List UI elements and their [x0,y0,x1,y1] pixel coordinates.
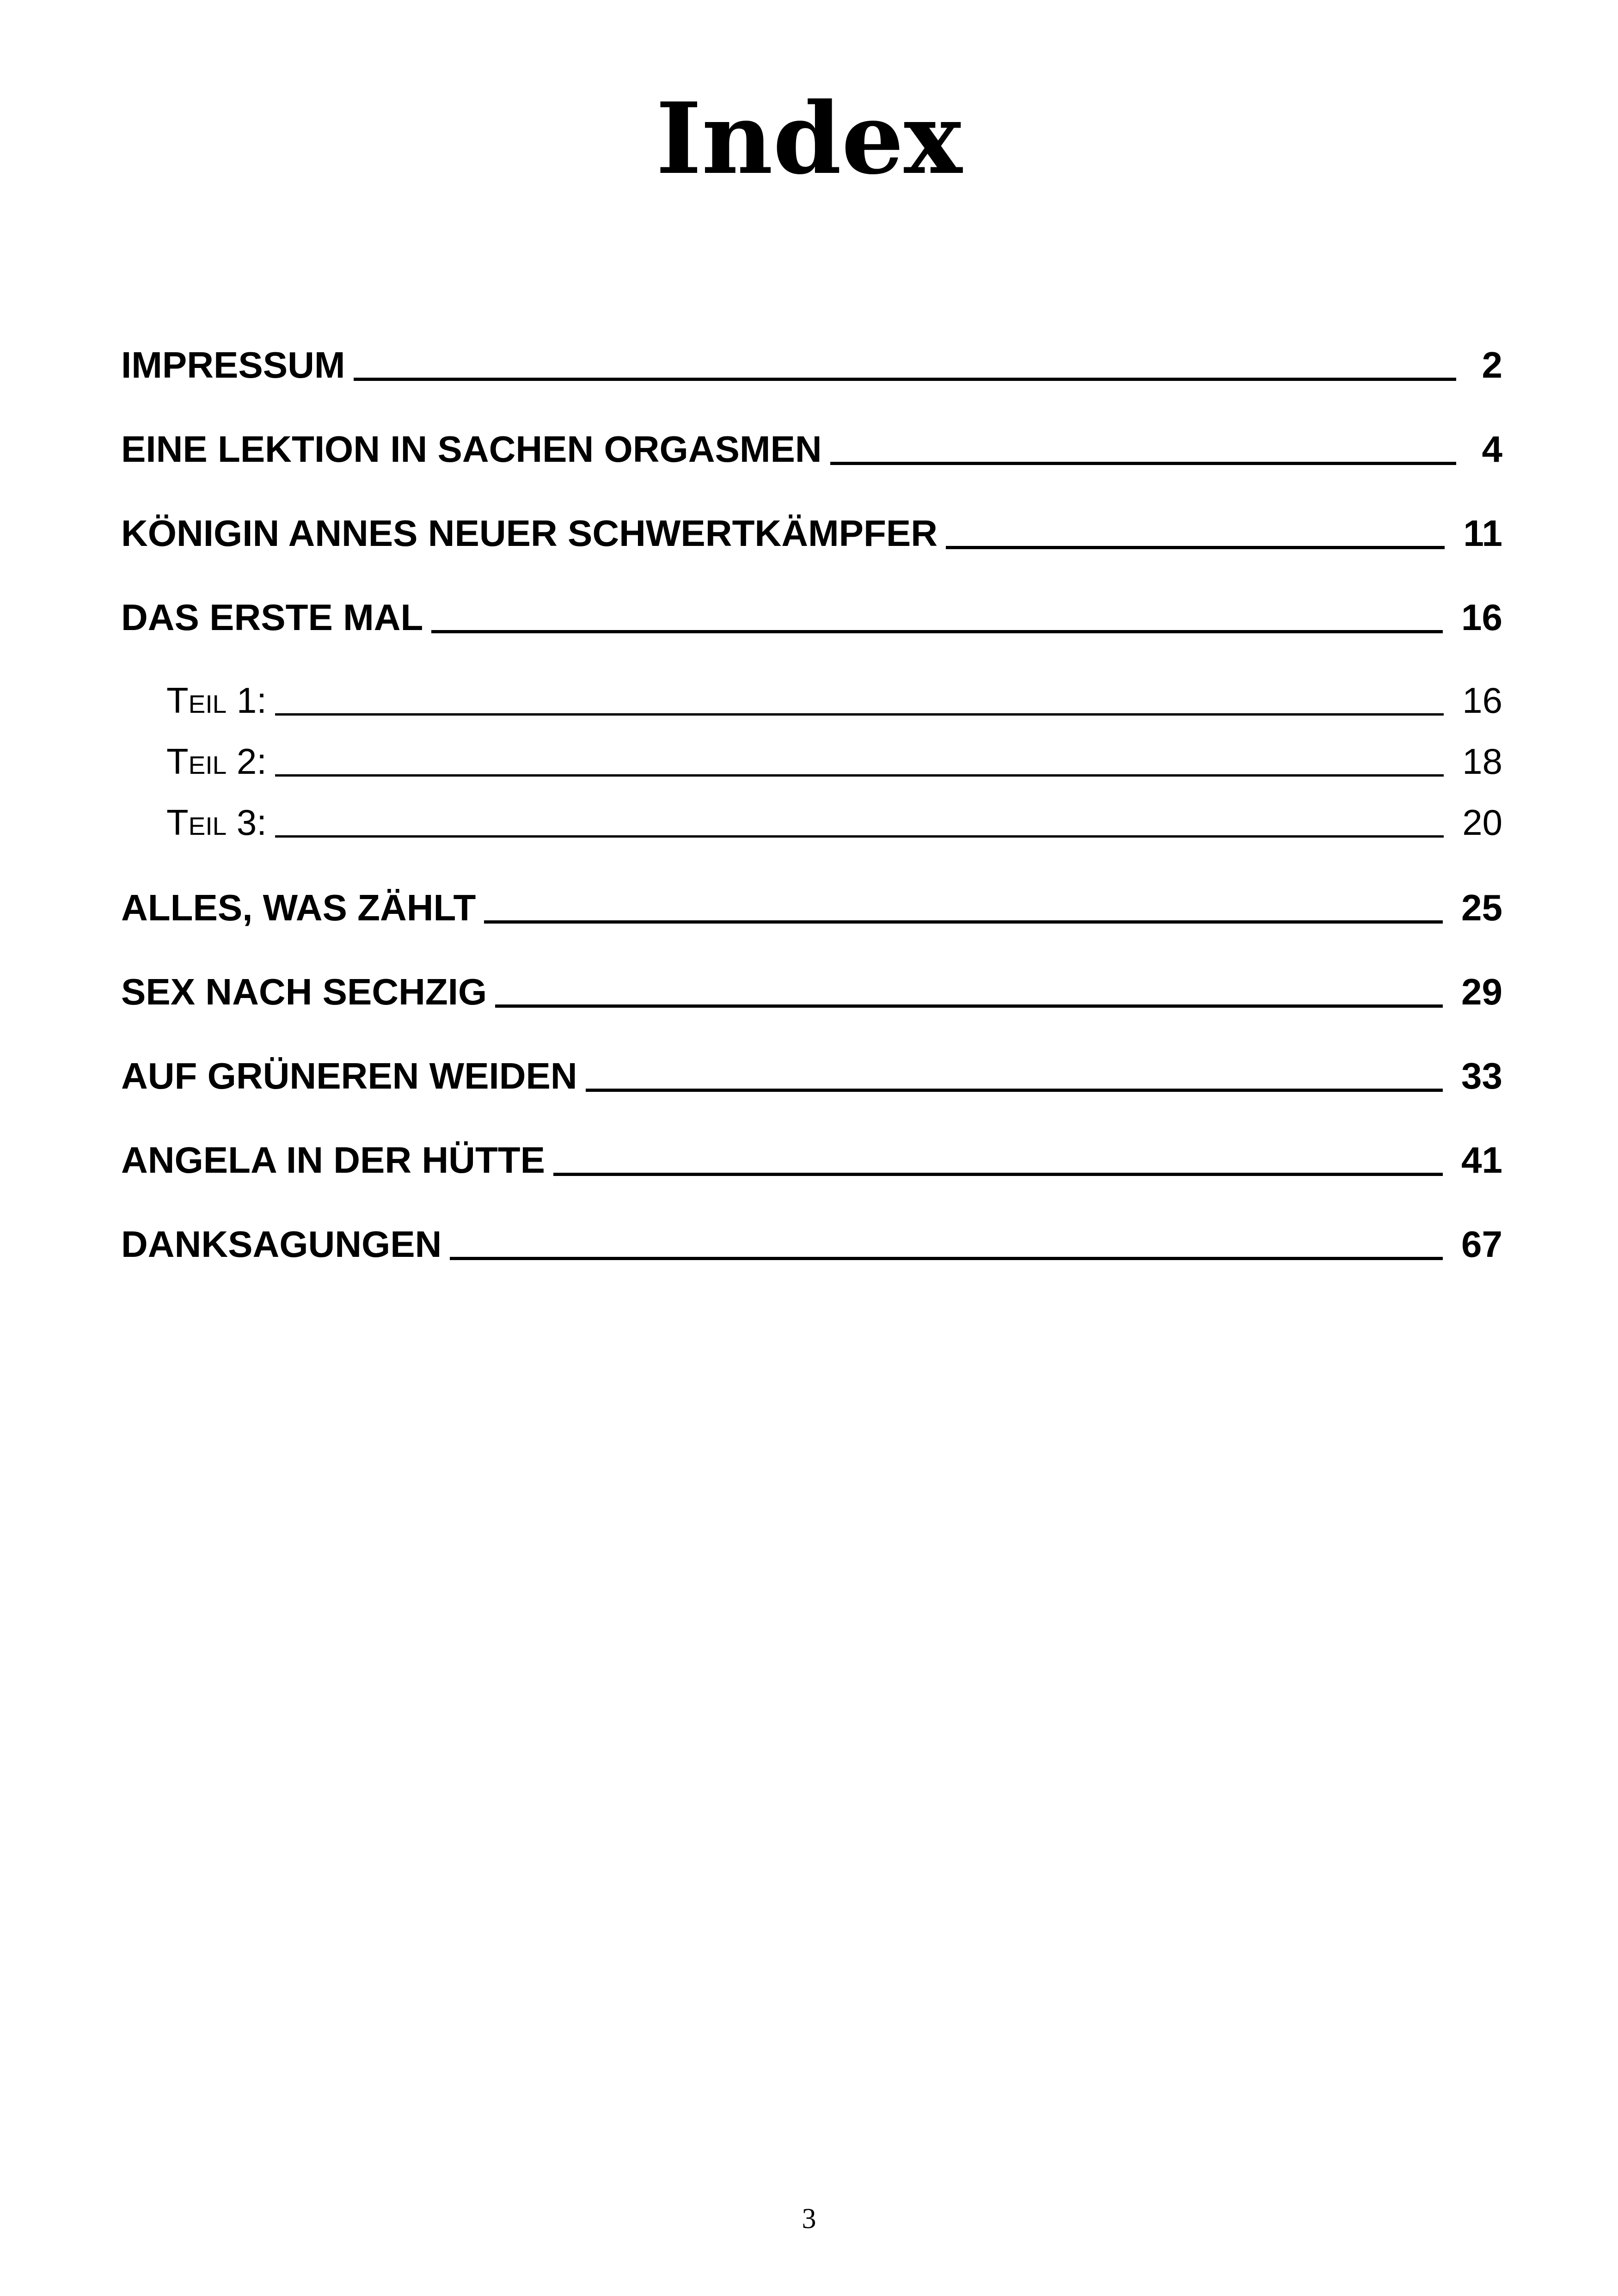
toc-leader-line [275,774,1444,777]
toc-entry-label: DANKSAGUNGEN [121,1224,442,1265]
toc-leader-line [946,546,1445,549]
toc-leader-line [275,713,1444,716]
toc-entry-page: 33 [1461,1055,1502,1096]
toc-entry-page: 11 [1463,513,1502,554]
toc-subentry-label: Teil 1: [166,680,267,721]
toc-entry-label: SEX NACH SECHZIG [121,971,487,1012]
toc-entry-label: EINE LEKTION IN SACHEN ORGASMEN [121,429,822,470]
toc-leader-line [830,462,1456,465]
toc-leader-line [484,920,1443,924]
toc-entry-label: KÖNIGIN ANNES NEUER SCHWERTKÄMPFER [121,513,938,554]
toc-entry-page: 25 [1461,887,1502,928]
toc-subentry-teil-3 [166,790,1502,843]
toc-entry-label: DAS ERSTE MAL [121,597,423,638]
toc-entry-erste-mal [121,585,1502,636]
toc-entry-label: IMPRESSUM [121,344,345,386]
toc-entry-page: 16 [1461,597,1502,638]
toc-entry-page: 67 [1461,1224,1502,1265]
toc-subentry-label: Teil 3: [166,802,267,843]
toc-subentry-teil-1 [166,667,1502,721]
toc-entry-alles [121,876,1502,926]
toc-subentry-label: Teil 2: [166,741,267,782]
toc-subentry-page: 16 [1462,680,1502,721]
toc-entry-lektion [121,417,1502,468]
toc-entry-page: 2 [1482,344,1502,386]
toc-entry-koenigin [121,501,1502,552]
toc-entry-page: 4 [1482,429,1502,470]
toc-entry-sex-nach-sechzig [121,960,1502,1010]
toc-subentry-page: 18 [1462,741,1502,782]
toc-entry-page: 41 [1461,1139,1502,1181]
toc-entry-label: ANGELA IN DER HÜTTE [121,1139,545,1181]
toc-leader-line [431,630,1443,633]
toc-leader-line [553,1173,1443,1176]
toc-entry-gruenere-weiden [121,1044,1502,1095]
toc-entry-angela [121,1128,1502,1179]
page-title: Index [656,81,962,196]
toc-leader-line [354,378,1457,381]
toc-entry-label: AUF GRÜNEREN WEIDEN [121,1055,577,1096]
toc-entry-danksagungen [121,1212,1502,1263]
toc-leader-line [586,1089,1443,1092]
page-number: 3 [802,2203,816,2235]
toc-entry-impressum [121,333,1502,384]
toc-leader-line [275,835,1444,838]
toc-entry-page: 29 [1461,971,1502,1012]
toc-leader-line [495,1004,1443,1008]
toc-leader-line [450,1257,1443,1260]
toc-subentry-page: 20 [1462,802,1502,843]
toc-entry-label: ALLES, WAS ZÄHLT [121,887,476,928]
toc-subentry-teil-2 [166,729,1502,782]
